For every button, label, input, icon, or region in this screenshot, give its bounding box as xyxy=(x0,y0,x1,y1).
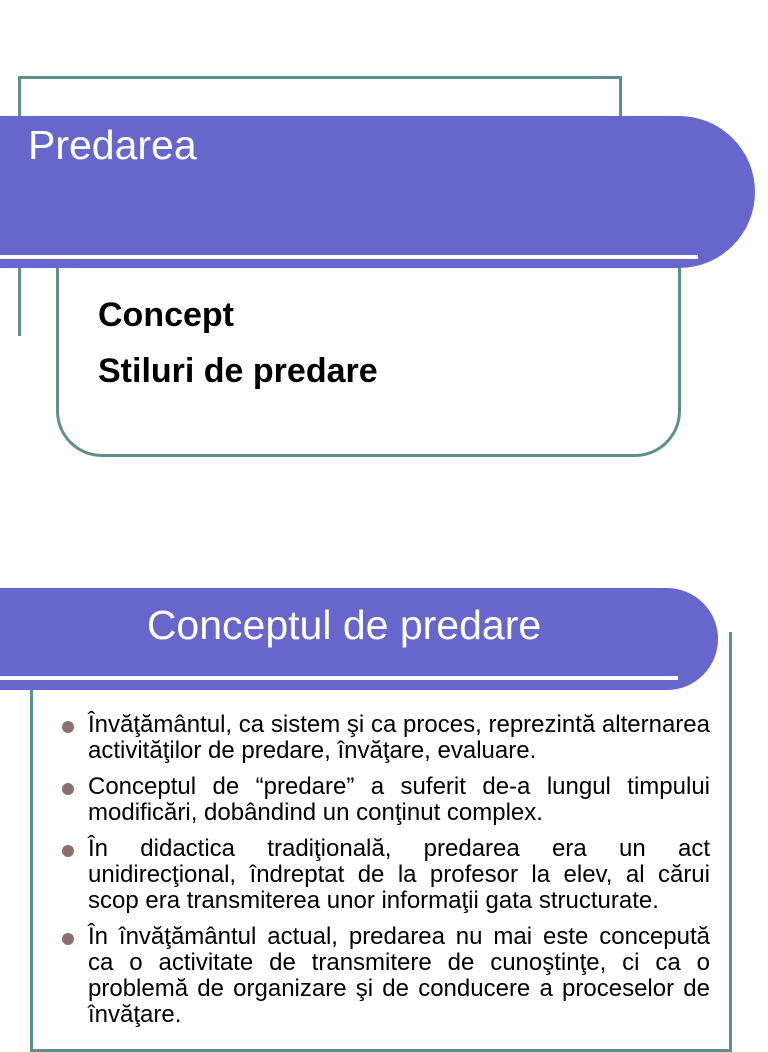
bullet-icon xyxy=(62,845,74,857)
list-item xyxy=(62,774,710,826)
list-item-text: Învăţământul, ca sistem şi ca proces, reprezintă alternarea activităţilor de predare, învăţare, evaluare. xyxy=(88,711,710,764)
slide-1 xyxy=(0,0,768,512)
slide-title: Predarea xyxy=(28,122,197,168)
list-item xyxy=(62,712,710,764)
list-item xyxy=(62,836,710,914)
bullet-icon xyxy=(62,783,74,795)
list-item-text: În didactica tradiţională, predarea era un act unidirecţional, îndreptat de la profesor la elev, al cărui scop era transmiterea unor informaţii gata structurate. xyxy=(88,835,710,914)
bullet-icon xyxy=(62,721,74,733)
slide-2 xyxy=(0,512,768,1028)
banner-divider xyxy=(0,255,698,259)
banner-divider xyxy=(0,676,678,680)
slide-title: Conceptul de predare xyxy=(146,602,542,648)
list-item: Stiluri de predare xyxy=(98,352,378,390)
list-item: Concept xyxy=(98,296,234,334)
bullet-icon xyxy=(62,933,74,945)
list-item-text: Conceptul de “predare” a suferit de-a lungul timpului modificări, dobândind un conţinut complex. xyxy=(88,773,710,826)
list-item xyxy=(62,924,710,1028)
list-item-text: În învăţământul actual, predarea nu mai este concepută ca o activitate de transmitere de cunoştinţe, ci ca o problemă de organizare şi de conducere a proceselor de învăţare. xyxy=(88,923,710,1028)
bullet-list xyxy=(62,712,710,1038)
